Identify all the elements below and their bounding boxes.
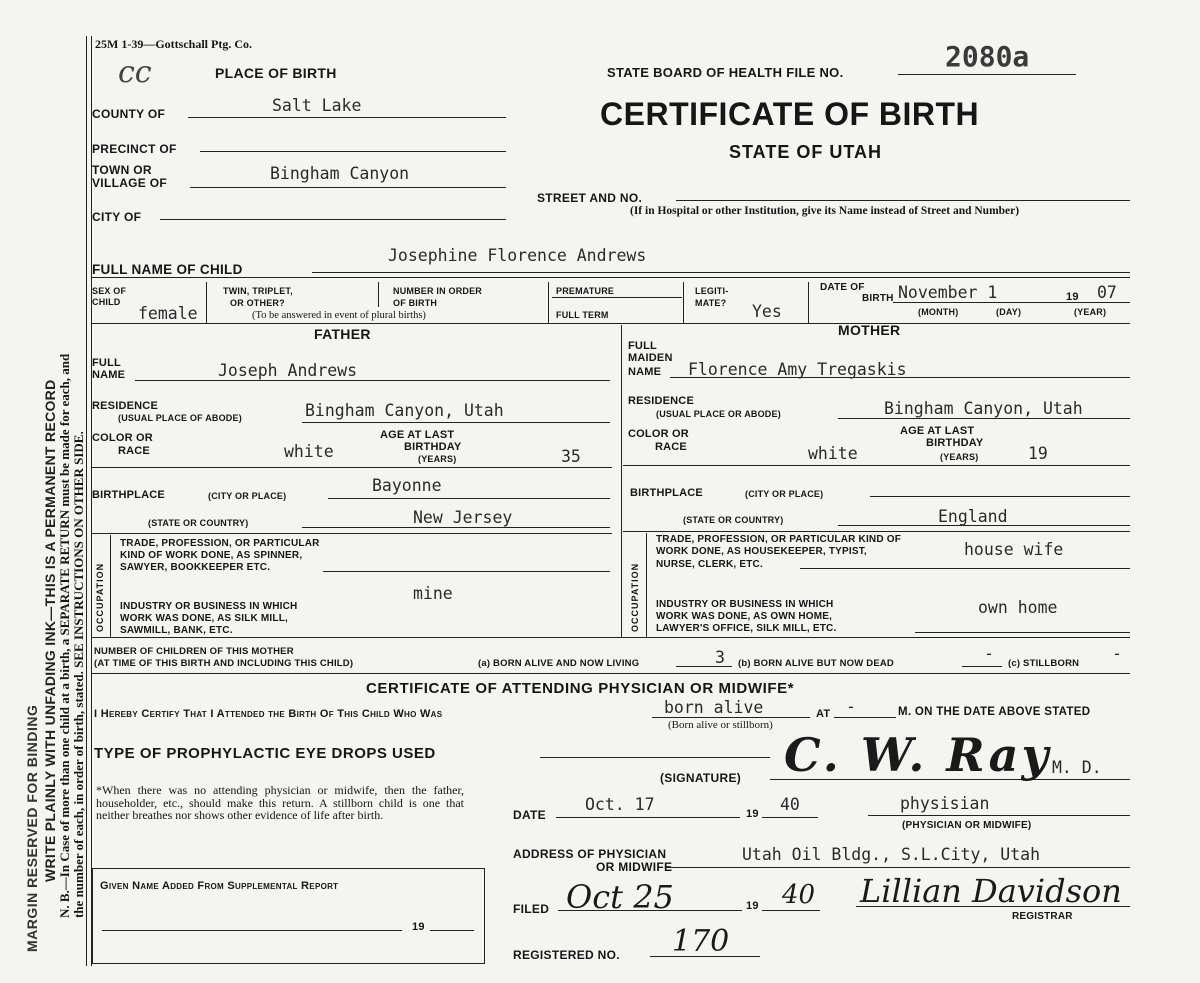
sex-value: female — [138, 304, 198, 323]
father-age-label-2: BIRTHDAY — [404, 441, 462, 453]
filed-year-prefix: 19 — [746, 900, 759, 912]
mother-industry-label-2: WORK WAS DONE, AS OWN HOME, — [656, 611, 833, 622]
father-trade-label-2: KIND OF WORK DONE, AS SPINNER, — [120, 550, 303, 561]
born-status-note: (Born alive or stillborn) — [668, 719, 773, 731]
children-dead-label: (b) BORN ALIVE BUT NOW DEAD — [738, 658, 894, 669]
order-label-1: NUMBER IN ORDER — [393, 286, 483, 296]
file-no-value: 2080a — [945, 40, 1030, 73]
full-term-label: FULL TERM — [556, 310, 609, 320]
date-year-line — [762, 817, 818, 818]
signature-label: (SIGNATURE) — [660, 771, 742, 785]
date-year: 40 — [780, 795, 800, 814]
father-color-value: white — [284, 442, 334, 461]
county-line — [188, 117, 506, 118]
address-line — [666, 867, 1130, 868]
father-occupation-label: OCCUPATION — [95, 562, 105, 632]
physician-signature: C. W. Ray — [784, 728, 1052, 782]
mother-name-label-2: MAIDEN — [628, 352, 673, 364]
frame-left-line — [86, 36, 87, 966]
dob-month-day: November 1 — [898, 283, 998, 302]
order-divider — [548, 282, 549, 324]
at-line — [834, 717, 896, 718]
dob-year-prefix: 19 — [1066, 291, 1079, 303]
place-of-birth-heading: PLACE OF BIRTH — [215, 65, 337, 81]
at-value: - — [846, 697, 856, 716]
occupation-bottom-rule — [92, 637, 1130, 638]
children-stillborn-value: - — [1112, 644, 1122, 663]
premature-divider — [683, 282, 684, 324]
father-age-label-3: (YEARS) — [418, 454, 457, 464]
father-state-line — [302, 527, 610, 528]
mother-name-label-1: FULL — [628, 340, 657, 352]
mother-birthplace-line — [870, 496, 1130, 497]
supplemental-name-line — [102, 930, 402, 931]
mother-age-label-3: (YEARS) — [940, 452, 979, 462]
child-section-rule — [92, 277, 1130, 278]
county-value: Salt Lake — [272, 96, 362, 115]
legitimate-label-1: LEGITI- — [695, 286, 729, 296]
father-trade-label-1: TRADE, PROFESSION, OR PARTICULAR — [120, 538, 320, 549]
m-date-label: M. ON THE DATE ABOVE STATED — [898, 706, 1091, 718]
father-name-line — [135, 380, 610, 381]
registrar-signature: Lillian Davidson — [860, 872, 1122, 910]
full-name-child-value: Josephine Florence Andrews — [388, 246, 647, 265]
mother-color-label-2: RACE — [655, 441, 687, 453]
born-status-value: born alive — [664, 698, 764, 717]
unfading-ink-text: WRITE PLAINLY WITH UNFADING INK—THIS IS A PERMANENT RECORD — [42, 379, 58, 882]
sex-label-1: SEX OF — [92, 286, 127, 296]
mother-occupation-label: OCCUPATION — [630, 562, 640, 632]
mother-color-value: white — [808, 444, 858, 463]
dob-day-label: (DAY) — [996, 307, 1022, 317]
mother-age-label-2: BIRTHDAY — [926, 437, 984, 449]
street-label: STREET AND NO. — [537, 191, 643, 205]
father-heading: FATHER — [314, 326, 371, 342]
children-dead-value: - — [984, 644, 994, 663]
eye-drops-line — [540, 757, 770, 758]
children-dead-line — [962, 666, 1002, 667]
father-age-value: 35 — [561, 447, 581, 466]
father-city-place-label: (CITY OR PLACE) — [208, 491, 287, 501]
town-line — [190, 187, 506, 188]
sex-divider — [206, 282, 207, 324]
father-name-value: Joseph Andrews — [218, 361, 358, 380]
mother-abode-label: (USUAL PLACE OR ABODE) — [656, 409, 781, 419]
registered-no-value: 170 — [672, 924, 730, 959]
town-label-2: VILLAGE OF — [92, 176, 167, 190]
physician-title-value: physisian — [900, 794, 990, 813]
father-state-label: (STATE OR COUNTRY) — [148, 518, 249, 528]
filed-date: Oct 25 — [566, 878, 674, 916]
mother-birthplace-label: BIRTHPLACE — [630, 487, 703, 499]
physician-footnote: *When there was no attending physician or midwife, then the father, householder, etc., should make this return. A stillborn child is one that neither breathes nor shows other evidence of life after birth. — [96, 783, 464, 822]
filed-year: 40 — [782, 880, 816, 910]
father-name-label-1: FULL — [92, 357, 121, 369]
father-name-label-2: NAME — [92, 369, 126, 381]
mother-residence-line — [838, 418, 1130, 419]
mother-residence-label: RESIDENCE — [628, 395, 694, 407]
registered-no-label: REGISTERED NO. — [513, 948, 620, 962]
certificate-title: CERTIFICATE OF BIRTH — [600, 96, 980, 132]
father-trade-line — [323, 571, 610, 572]
md-suffix: M. D. — [1052, 758, 1102, 777]
mother-color-label-1: COLOR OR — [628, 428, 689, 440]
mother-trade-label-3: NURSE, CLERK, ETC. — [656, 559, 763, 570]
children-stillborn-label: (c) STILLBORN — [1008, 658, 1080, 669]
registrar-label: REGISTRAR — [1012, 911, 1073, 922]
precinct-label: PRECINCT OF — [92, 142, 177, 156]
printer-credit: 25M 1-39—Gottschall Ptg. Co. — [95, 37, 252, 51]
mother-trade-line — [800, 568, 1130, 569]
address-label-2: OR MIDWIFE — [596, 860, 673, 874]
mother-city-place-label: (CITY OR PLACE) — [745, 489, 824, 499]
filed-year-line — [762, 910, 820, 911]
margin-note-line-2: the number of each, in order of birth, stated. SEE INSTRUCTIONS ON OTHER SIDE. — [71, 431, 86, 918]
at-label: AT — [816, 708, 831, 720]
physician-title-line — [868, 815, 1130, 816]
supplemental-year-prefix: 19 — [412, 921, 425, 933]
address-value: Utah Oil Bldg., S.L.City, Utah — [742, 845, 1041, 864]
legitimate-value: Yes — [752, 302, 782, 321]
children-label-1: NUMBER OF CHILDREN OF THIS MOTHER — [94, 646, 294, 657]
dob-year-label: (YEAR) — [1074, 307, 1107, 317]
mother-name-label-3: NAME — [628, 366, 662, 378]
father-birthplace-line — [328, 498, 610, 499]
mother-occupation-divider — [646, 533, 647, 637]
physician-title-label: (PHYSICIAN OR MIDWIFE) — [902, 820, 1032, 831]
margin-reserved-text: MARGIN RESERVED FOR BINDING — [24, 704, 40, 952]
parents-top-rule — [92, 323, 1130, 324]
premature-label: PREMATURE — [556, 286, 615, 296]
mother-industry-line — [915, 632, 1130, 633]
dob-label-2: BIRTH — [862, 293, 894, 304]
dob-year: 07 — [1097, 283, 1117, 302]
mother-trade-label-2: WORK DONE, AS HOUSEKEEPER, TYPIST, — [656, 546, 867, 557]
mother-industry-label-3: LAWYER'S OFFICE, SILK MILL, ETC. — [656, 623, 837, 634]
children-bottom-rule — [92, 673, 1130, 674]
date-year-prefix: 19 — [746, 808, 759, 820]
state-subtitle: STATE OF UTAH — [729, 142, 882, 162]
children-living-value: 3 — [715, 648, 725, 667]
mother-color-rule — [623, 465, 1130, 466]
father-birthplace-label: BIRTHPLACE — [92, 489, 165, 501]
file-no-label: STATE BOARD OF HEALTH FILE NO. — [607, 65, 844, 80]
father-birthplace-state: New Jersey — [413, 508, 513, 527]
plural-note: (To be answered in event of plural births) — [252, 310, 426, 321]
town-value: Bingham Canyon — [270, 164, 410, 183]
dob-month-label: (MONTH) — [918, 307, 959, 317]
full-name-child-line — [312, 272, 1130, 273]
father-color-label-1: COLOR OR — [92, 432, 153, 444]
twin-divider — [378, 282, 379, 307]
children-label-2: (AT TIME OF THIS BIRTH AND INCLUDING THIS CHILD) — [94, 658, 354, 669]
father-occupation-top-rule — [92, 533, 612, 534]
mother-age-label-1: AGE AT LAST — [900, 425, 975, 437]
precinct-line — [200, 151, 506, 152]
legitimate-label-2: MATE? — [695, 298, 727, 308]
file-no-line — [898, 74, 1076, 75]
eye-drops-label: TYPE OF PROPHYLACTIC EYE DROPS USED — [94, 745, 436, 762]
mother-trade-value: house wife — [964, 540, 1064, 559]
mother-occupation-top-rule — [623, 531, 1130, 532]
street-line — [676, 200, 1130, 201]
town-label-1: TOWN OR — [92, 163, 152, 177]
dob-line — [893, 302, 1130, 303]
mother-industry-label-1: INDUSTRY OR BUSINESS IN WHICH — [656, 599, 834, 610]
father-residence-label: RESIDENCE — [92, 400, 158, 412]
physician-heading: CERTIFICATE OF ATTENDING PHYSICIAN OR MIDWIFE* — [366, 680, 795, 697]
father-abode-label: (USUAL PLACE OF ABODE) — [118, 413, 242, 423]
order-label-2: OF BIRTH — [393, 298, 438, 308]
mother-state-label: (STATE OR COUNTRY) — [683, 515, 784, 525]
mother-age-value: 19 — [1028, 444, 1048, 463]
clerk-mark: cc — [118, 55, 152, 90]
twin-label-2: OR OTHER? — [230, 298, 285, 308]
supplemental-label: Given Name Added From Supplemental Report — [100, 880, 339, 892]
mother-birthplace-state: England — [938, 507, 1008, 526]
dob-label-1: DATE OF — [820, 282, 865, 293]
father-color-label-2: RACE — [118, 445, 150, 457]
supplemental-year-line — [430, 930, 474, 931]
father-residence-value: Bingham Canyon, Utah — [305, 401, 504, 420]
mother-heading: MOTHER — [838, 322, 901, 338]
mother-name-value: Florence Amy Tregaskis — [688, 360, 907, 379]
sex-label-2: CHILD — [92, 297, 121, 307]
father-industry-label-1: INDUSTRY OR BUSINESS IN WHICH — [120, 601, 298, 612]
children-living-label: (a) BORN ALIVE AND NOW LIVING — [478, 658, 640, 669]
date-month-day: Oct. 17 — [585, 795, 655, 814]
father-residence-line — [302, 422, 610, 423]
father-industry-label-2: WORK WAS DONE, AS SILK MILL, — [120, 613, 289, 624]
premature-line — [552, 297, 682, 298]
father-occupation-divider — [110, 535, 111, 637]
full-name-child-label: FULL NAME OF CHILD — [92, 262, 243, 277]
county-label: COUNTY OF — [92, 107, 166, 121]
father-industry-value: mine — [413, 584, 453, 603]
mother-industry-value: own home — [978, 598, 1058, 617]
born-status-line — [652, 717, 810, 718]
margin-note-line-1: N. B.—In Case of more than one child at a birth, a SEPARATE RETURN must be made for each, and — [57, 353, 72, 918]
father-birthplace-city: Bayonne — [372, 476, 442, 495]
certify-text: I Hereby Certify That I Attended the Birth Of This Child Who Was — [94, 708, 443, 720]
date-line — [556, 817, 740, 818]
mother-trade-label-1: TRADE, PROFESSION, OR PARTICULAR KIND OF — [656, 534, 902, 545]
father-industry-label-3: SAWMILL, BANK, ETC. — [120, 625, 233, 636]
legitimate-divider — [808, 282, 809, 324]
city-label: CITY OF — [92, 210, 142, 224]
street-note: (If in Hospital or other Institution, give its Name instead of Street and Number) — [630, 205, 1020, 217]
parents-column-divider — [621, 325, 622, 637]
mother-residence-value: Bingham Canyon, Utah — [884, 399, 1083, 418]
father-trade-label-3: SAWYER, BOOKKEEPER ETC. — [120, 562, 271, 573]
filed-label: FILED — [513, 902, 550, 916]
twin-label-1: TWIN, TRIPLET, — [223, 286, 293, 296]
father-color-rule — [92, 467, 612, 468]
father-age-label-1: AGE AT LAST — [380, 429, 455, 441]
address-label-1: ADDRESS OF PHYSICIAN — [513, 847, 667, 861]
city-line — [160, 219, 506, 220]
date-label: DATE — [513, 808, 546, 822]
